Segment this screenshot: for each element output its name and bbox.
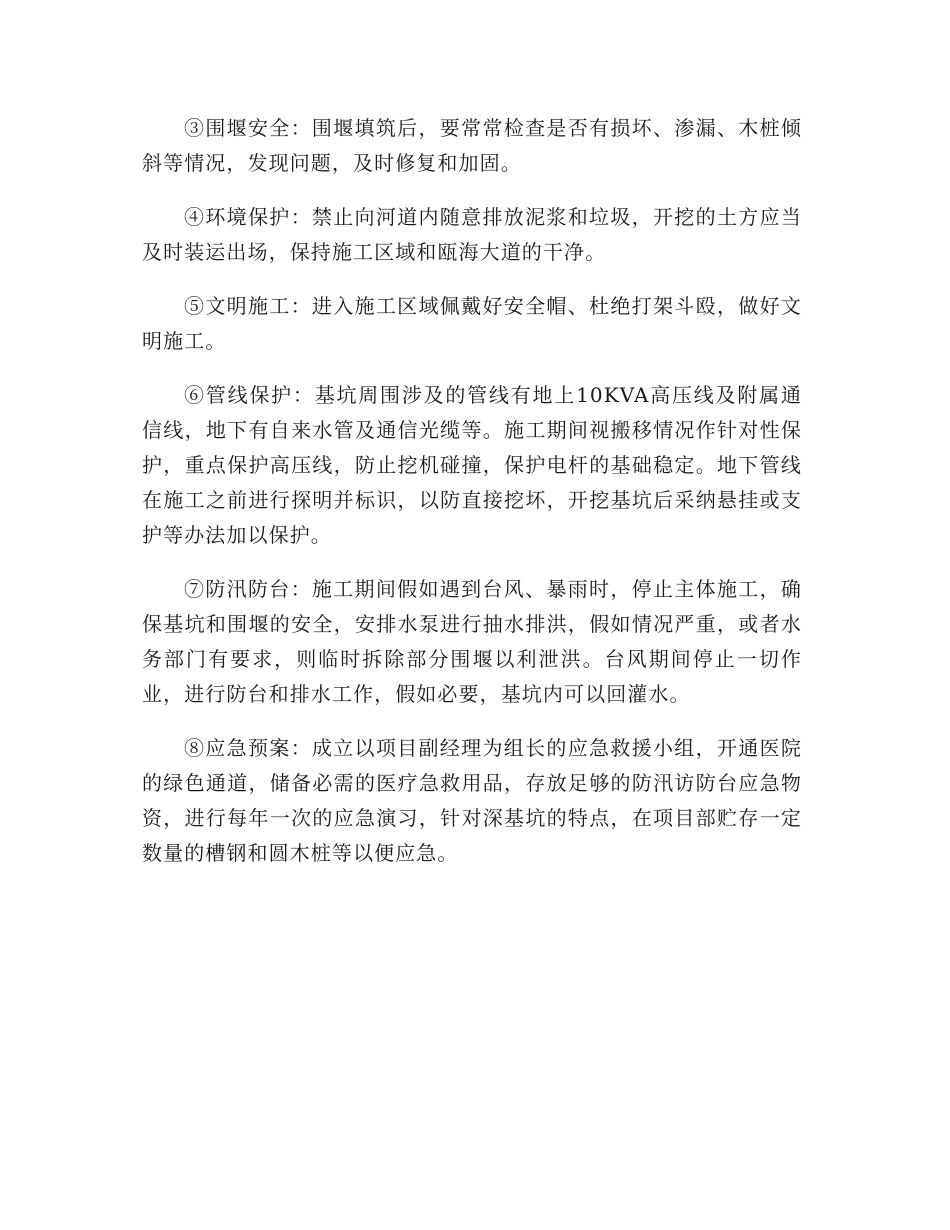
paragraph-flood-typhoon-prevention: ⑦防汛防台：施工期间假如遇到台风、暴雨时，停止主体施工，确保基坑和围堰的安全，安排水泵进行抽水排洪，假如情况严重，或者水务部门有要求，则临时拆除部分围堰以利泄洪。台风期间停止一切作业，进行防台和排水工作，假如必要，基坑内可以回灌水。: [142, 577, 802, 706]
paragraph-civilized-construction: ⑤文明施工：进入施工区域佩戴好安全帽、杜绝打架斗殴，做好文明施工。: [142, 294, 802, 353]
document-body: [142, 111, 802, 890]
paragraph-pipeline-protection: ⑥管线保护：基坑周围涉及的管线有地上10KVA高压线及附属通信线，地下有自来水管及通信光缆等。施工期间视搬移情况作针对性保护，重点保护高压线，防止挖机碰撞，保护电杆的基础稳定。地下管线在施工之前进行探明并标识，以防直接挖坏，开挖基坑后采纳悬挂或支护等办法加以保护。: [142, 383, 802, 547]
paragraph-emergency-plan: ⑧应急预案：成立以项目副经理为组长的应急救援小组，开通医院的绿色通道，储备必需的医疗急救用品，存放足够的防汛访防台应急物资，进行每年一次的应急演习，针对深基坑的特点，在项目部贮存一定数量的槽钢和圆木桩等以便应急。: [142, 736, 802, 865]
paragraph-cofferdam-safety: ③围堰安全：围堰填筑后，要常常检查是否有损坏、渗漏、木桩倾斜等情况，发现问题，及时修复和加固。: [142, 116, 802, 175]
paragraph-environmental-protection: ④环境保护：禁止向河道内随意排放泥浆和垃圾，开挖的土方应当及时装运出场，保持施工区域和瓯海大道的干净。: [142, 205, 802, 264]
